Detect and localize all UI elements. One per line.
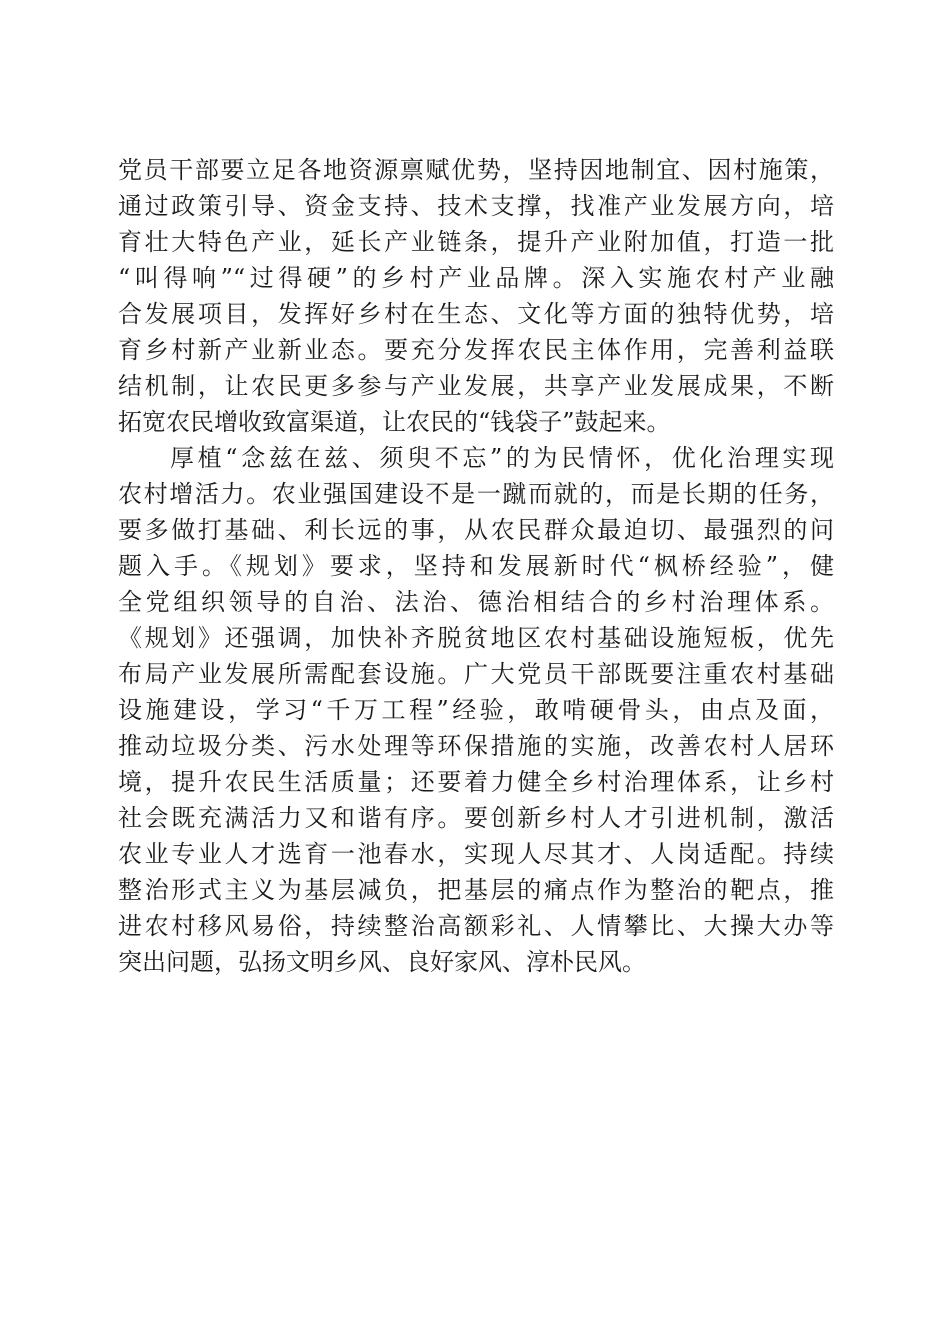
paragraph-2-line-3: 要多做打基础、利长远的事，从农民群众最迫切、最强烈的问 <box>118 516 834 544</box>
paragraph-1-line-6: 育乡村新产业新业态。要充分发挥农民主体作用，完善利益联 <box>118 336 834 364</box>
paragraph-1-line-8: 拓宽农民增收致富渠道，让农民的“钱袋子”鼓起来。 <box>118 408 671 436</box>
paragraph-1-line-7: 结机制，让农民更多参与产业发展，共享产业发展成果，不断 <box>118 372 834 400</box>
paragraph-2-line-4: 题入手。《规划》要求，坚持和发展新时代“枫桥经验”，健 <box>118 552 834 580</box>
paragraph-2-line-13: 整治形式主义为基层减负，把基层的痛点作为整治的靶点，推 <box>118 876 834 904</box>
paragraph-2-line-11: 社会既充满活力又和谐有序。要创新乡村人才引进机制，激活 <box>118 804 834 832</box>
paragraph-2-line-6: 《规划》还强调，加快补齐脱贫地区农村基础设施短板，优先 <box>118 624 834 652</box>
paragraph-2-line-7: 布局产业发展所需配套设施。广大党员干部既要注重农村基础 <box>118 660 834 688</box>
paragraph-2-line-15: 突出问题，弘扬文明乡风、良好家风、淳朴民风。 <box>118 948 646 976</box>
paragraph-2-line-1: 厚植“念兹在兹、须臾不忘”的为民情怀，优化治理实现 <box>170 444 834 472</box>
paragraph-1-line-2: 通过政策引导、资金支持、技术支撑，找准产业发展方向，培 <box>118 192 834 220</box>
paragraph-1-line-4: “叫得响”“过得硬”的乡村产业品牌。深入实施农村产业融 <box>118 264 834 292</box>
paragraph-1-line-5: 合发展项目，发挥好乡村在生态、文化等方面的独特优势，培 <box>118 300 834 328</box>
paragraph-2-line-9: 推动垃圾分类、污水处理等环保措施的实施，改善农村人居环 <box>118 732 834 760</box>
paragraph-2-line-2: 农村增活力。农业强国建设不是一蹴而就的，而是长期的任务， <box>118 480 834 508</box>
paragraph-2-line-10: 境，提升农民生活质量；还要着力健全乡村治理体系，让乡村 <box>118 768 834 796</box>
paragraph-2-line-8: 设施建设，学习“千万工程”经验，敢啃硬骨头，由点及面， <box>118 696 834 724</box>
paragraph-2-line-14: 进农村移风易俗，持续整治高额彩礼、人情攀比、大操大办等 <box>118 912 834 940</box>
paragraph-1-line-1: 党员干部要立足各地资源禀赋优势，坚持因地制宜、因村施策， <box>118 156 834 184</box>
body-text <box>118 152 834 980</box>
paragraph-2-line-12: 农业专业人才选育一池春水，实现人尽其才、人岗适配。持续 <box>118 840 834 868</box>
paragraph-2-line-5: 全党组织领导的自治、法治、德治相结合的乡村治理体系。 <box>118 588 834 616</box>
paragraph-1-line-3: 育壮大特色产业，延长产业链条，提升产业附加值，打造一批 <box>118 228 834 256</box>
